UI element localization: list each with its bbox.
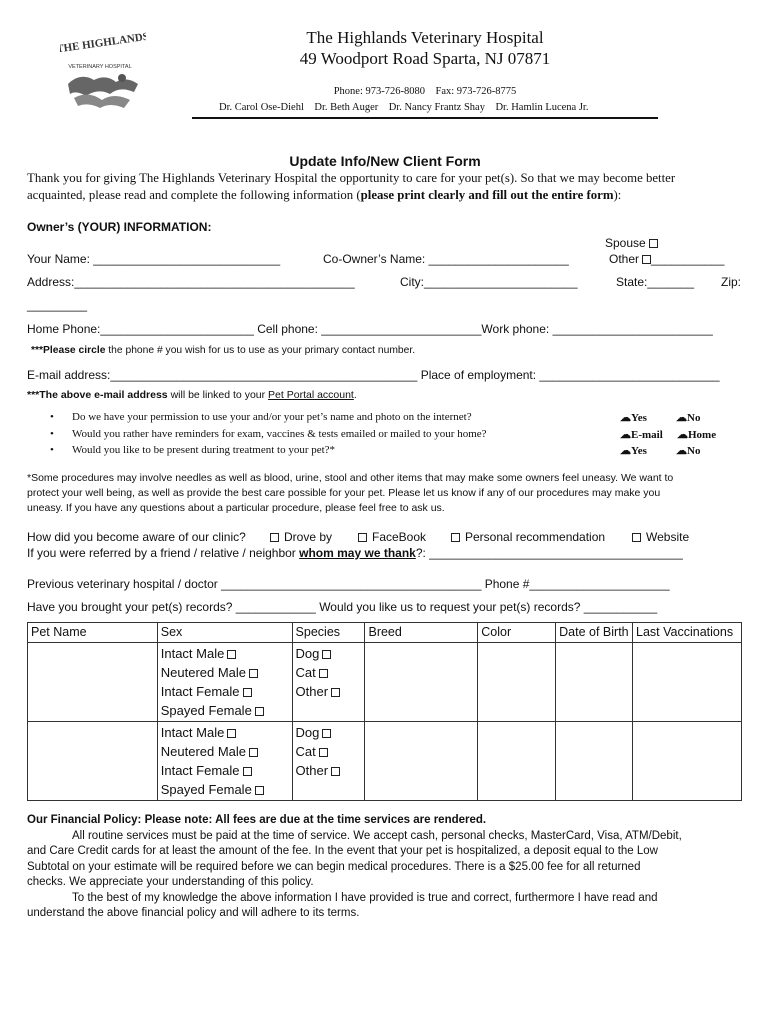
- header-last-vaccinations: Last Vaccinations: [633, 623, 742, 643]
- svg-text:VETERINARY HOSPITAL: VETERINARY HOSPITAL: [68, 64, 132, 70]
- breed-cell[interactable]: [365, 722, 478, 801]
- your-name-field[interactable]: Your Name: ____________________________: [27, 252, 281, 266]
- sex-option[interactable]: Intact Female: [161, 682, 289, 701]
- policy-line: and Care Credit cards for at least the amount of the fee. In the event that your pet is hospitalized, a deposit equal to the Low: [27, 845, 658, 857]
- sex-cell: [157, 643, 292, 722]
- spouse-option[interactable]: Spouse: [605, 236, 658, 250]
- referral-question: How did you become aware of our clinic?: [27, 530, 246, 544]
- hospital-address: 49 Woodport Road Sparta, NJ 07871: [299, 49, 551, 68]
- policy-line: All routine services must be paid at the time of service. We accept cash, personal checks, MasterCard, Visa, ATM/Debit,: [72, 830, 682, 842]
- checkbox[interactable]: [270, 533, 279, 542]
- question-item: •: [50, 428, 54, 440]
- referral-option-drove-by[interactable]: Drove by: [270, 530, 332, 544]
- species-option[interactable]: Other: [296, 761, 362, 780]
- intro-line-2: acquainted, please read and complete the following information (please print clearly and fill out the entire form):: [27, 188, 622, 202]
- sex-option[interactable]: Neutered Male: [161, 742, 289, 761]
- answer-option[interactable]: ☁E-mail: [620, 429, 663, 441]
- answer-option[interactable]: ☁Yes: [620, 412, 647, 424]
- doctors-list: Dr. Carol Ose-Diehl Dr. Beth Auger Dr. Nancy Frantz Shay Dr. Hamlin Lucena Jr.: [219, 102, 589, 113]
- question-text: Do we have your permission to use your and/or your pet’s name and photo on the internet?: [72, 411, 472, 423]
- species-option[interactable]: Cat: [296, 742, 362, 761]
- header-dob: Date of Birth: [556, 623, 633, 643]
- vaccinations-cell[interactable]: [633, 643, 742, 722]
- sex-option[interactable]: Spayed Female: [161, 780, 289, 799]
- checkbox[interactable]: [451, 533, 460, 542]
- question-text: Would you like to be present during treatment to your pet?*: [72, 444, 336, 456]
- hospital-name: The Highlands Veterinary Hospital: [306, 28, 544, 47]
- city-field[interactable]: City:_______________________: [400, 275, 578, 289]
- procedures-note-2: protect your well being, as well as provide the best care possible for your pet. Please let us know if any of our procedures may make you: [27, 487, 661, 499]
- pet-portal-link[interactable]: Pet Portal account: [268, 389, 354, 401]
- answer-option[interactable]: ☁No: [676, 445, 701, 457]
- previous-hospital-field[interactable]: Previous veterinary hospital / doctor _______________________________________ Phone #_____________________: [27, 577, 670, 591]
- header-rule: [192, 117, 658, 119]
- referred-by-field[interactable]: If you were referred by a friend / relative / neighbor whom may we thank?: ______________________________________: [27, 546, 683, 560]
- sex-cell: [157, 722, 292, 801]
- pets-table: [27, 622, 742, 801]
- sex-option[interactable]: Intact Male: [161, 644, 289, 663]
- svg-text:THE HIGHLANDS: THE HIGHLANDS: [60, 30, 146, 56]
- records-field[interactable]: Have you brought your pet(s) records? ____________ Would you like us to request your pet(s) records? ___________: [27, 600, 658, 614]
- breed-cell[interactable]: [365, 643, 478, 722]
- species-option[interactable]: Other: [296, 682, 362, 701]
- policy-line: To the best of my knowledge the above information I have provided is true and correct, furthermore I have read and: [72, 892, 658, 904]
- policy-line: understand the above financial policy and will adhere to its terms.: [27, 907, 360, 919]
- state-field[interactable]: State:_______: [616, 275, 695, 289]
- answer-option[interactable]: ☁No: [676, 412, 701, 424]
- checkbox[interactable]: [358, 533, 367, 542]
- procedures-note-1: *Some procedures may involve needles as well as blood, urine, stool and other items that may make some owners feel uneasy. We want to: [27, 472, 674, 484]
- policy-heading: Our Financial Policy: Please note: All fees are due at the time services are rendered.: [27, 814, 487, 826]
- spouse-checkbox[interactable]: [649, 239, 658, 248]
- table-row: [28, 643, 742, 722]
- header-color: Color: [478, 623, 556, 643]
- phone-fields[interactable]: Home Phone:_______________________ Cell phone: ________________________Work phone: ________________________: [27, 322, 713, 336]
- procedures-note-3: uneasy. If you have any questions about a particular procedure, please feel free to ask us.: [27, 502, 445, 514]
- policy-line: Subtotal on your estimate will be required before we can begin medical procedures. There is a $25.00 fee for all returned: [27, 861, 641, 873]
- referral-option-personal[interactable]: Personal recommendation: [451, 530, 605, 544]
- question-item: •: [50, 444, 54, 456]
- sex-option[interactable]: Intact Female: [161, 761, 289, 780]
- checkbox[interactable]: [632, 533, 641, 542]
- sex-option[interactable]: Neutered Male: [161, 663, 289, 682]
- email-employment-fields[interactable]: E-mail address:______________________________________________ Place of employment: ___________________________: [27, 368, 720, 382]
- pet-name-cell[interactable]: [28, 643, 158, 722]
- species-cell: [292, 722, 365, 801]
- circle-note: ***Please circle the phone # you wish for us to use as your primary contact number.: [31, 345, 416, 356]
- pet-name-cell[interactable]: [28, 722, 158, 801]
- answer-option[interactable]: ☁Home: [677, 429, 717, 441]
- species-option[interactable]: Cat: [296, 663, 362, 682]
- intro-line-1: Thank you for giving The Highlands Veterinary Hospital the opportunity to care for your pet(s). So that we may become better: [27, 171, 676, 185]
- email-portal-note: ***The above e-mail address will be linked to your Pet Portal account.: [27, 389, 357, 401]
- question-item: •: [50, 411, 54, 423]
- policy-line: checks. We appreciate your understanding of this policy.: [27, 876, 314, 888]
- other-checkbox[interactable]: [642, 255, 651, 264]
- table-header-row: [28, 623, 742, 643]
- color-cell[interactable]: [478, 722, 556, 801]
- species-option[interactable]: Dog: [296, 644, 362, 663]
- address-field[interactable]: Address:__________________________________________: [27, 275, 355, 289]
- dob-cell[interactable]: [556, 643, 633, 722]
- other-option[interactable]: Other ___________: [609, 252, 725, 266]
- answer-option[interactable]: ☁Yes: [620, 445, 647, 457]
- header-sex: Sex: [157, 623, 292, 643]
- species-option[interactable]: Dog: [296, 723, 362, 742]
- zip-label: Zip:: [721, 275, 742, 289]
- table-row: [28, 722, 742, 801]
- referral-option-website[interactable]: Website: [632, 530, 689, 544]
- vaccinations-cell[interactable]: [633, 722, 742, 801]
- question-text: Would you rather have reminders for exam, vaccines & tests emailed or mailed to your home?: [72, 428, 487, 440]
- hospital-contact: Phone: 973-726-8080 Fax: 973-726-8775: [333, 86, 517, 97]
- owner-heading: Owner’s (YOUR) INFORMATION:: [27, 220, 212, 234]
- sex-option[interactable]: Intact Male: [161, 723, 289, 742]
- form-title: Update Info/New Client Form: [289, 153, 481, 169]
- zip-field[interactable]: _________: [27, 298, 88, 312]
- header-species: Species: [292, 623, 365, 643]
- color-cell[interactable]: [478, 643, 556, 722]
- header-pet-name: Pet Name: [28, 623, 158, 643]
- sex-option[interactable]: Spayed Female: [161, 701, 289, 720]
- co-owner-name-field[interactable]: Co-Owner’s Name: _____________________: [323, 252, 569, 266]
- header-breed: Breed: [365, 623, 478, 643]
- referral-option-facebook[interactable]: FaceBook: [358, 530, 426, 544]
- dob-cell[interactable]: [556, 722, 633, 801]
- species-cell: [292, 643, 365, 722]
